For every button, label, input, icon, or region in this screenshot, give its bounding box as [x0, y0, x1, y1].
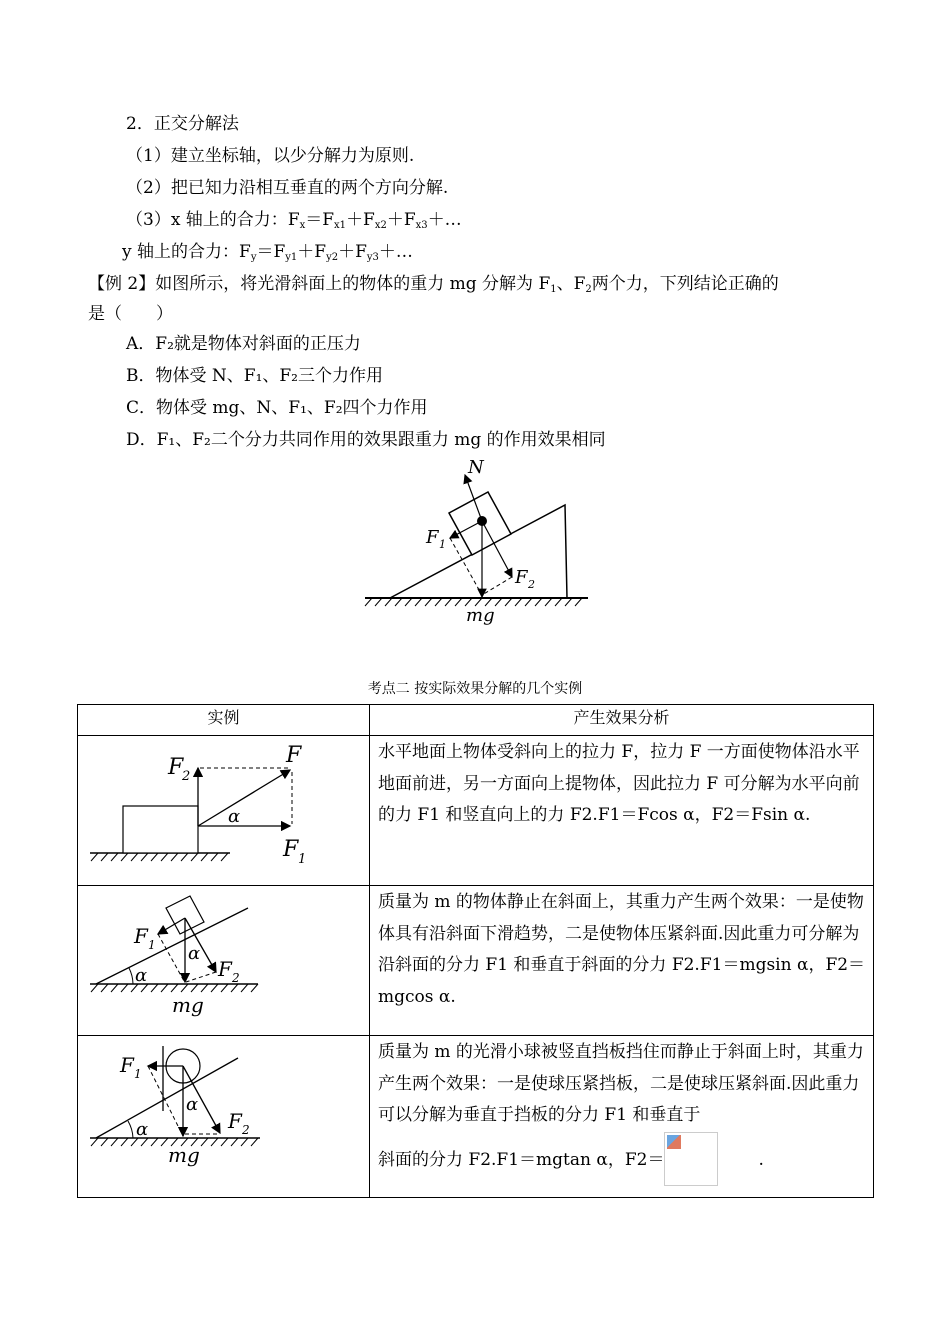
svg-text:mg: mg	[168, 1143, 200, 1167]
svg-text:α: α	[188, 943, 201, 964]
svg-text:2: 2	[528, 578, 535, 591]
examples-table	[77, 704, 874, 1198]
label-f2: F	[515, 567, 528, 588]
svg-text:mg: mg	[172, 993, 204, 1017]
svg-text:F: F	[283, 837, 299, 862]
table-caption: 考点二 按实际效果分解的几个实例	[367, 681, 583, 697]
svg-text:1: 1	[148, 938, 156, 952]
option-a: A．F₂就是物体对斜面的正压力	[126, 334, 361, 354]
label-n: N	[468, 457, 484, 478]
step-1: （1）建立坐标轴，以少分解力为原则.	[126, 146, 415, 166]
svg-text:2: 2	[232, 971, 240, 985]
figure-cell	[78, 1036, 370, 1198]
svg-text:F: F	[168, 755, 184, 780]
header-example: 实例	[78, 705, 370, 736]
svg-text:1: 1	[134, 1067, 142, 1081]
ball-incline-figure	[78, 1036, 368, 1193]
svg-text:1: 1	[439, 538, 446, 551]
example-question: 【例 2】如图所示，将光滑斜面上的物体的重力 mg 分解为 $F_1$、$F_2$两个力，下列结论正确的	[88, 274, 779, 295]
svg-text:F: F	[286, 743, 302, 768]
table-header-row	[78, 705, 874, 736]
svg-text:F: F	[120, 1053, 134, 1077]
label-mg: mg	[466, 605, 495, 626]
step-2: （2）把已知力沿相互垂直的两个方向分解.	[126, 178, 449, 198]
section-heading: 2．正交分解法	[126, 114, 239, 134]
option-c: C．物体受 mg、N、F₁、F₂四个力作用	[126, 398, 428, 418]
incline-block-figure	[78, 886, 368, 1031]
figure-cell	[78, 736, 370, 886]
svg-text:F: F	[218, 957, 232, 981]
svg-text:α: α	[186, 1094, 199, 1115]
svg-text:α: α	[135, 965, 148, 986]
table-row	[78, 886, 874, 1036]
label-f1: F	[426, 527, 439, 548]
broken-image-icon	[664, 1132, 718, 1186]
option-b: B．物体受 N、F₁、F₂三个力作用	[126, 366, 383, 386]
table-row	[78, 1036, 874, 1198]
step-4: y 轴上的合力：$F_y=F_{y1}+F_{y2}+F_{y3}+\dots$	[122, 242, 413, 263]
option-d: D．F₁、F₂二个分力共同作用的效果跟重力 mg 的作用效果相同	[126, 430, 606, 450]
figure-cell	[78, 886, 370, 1036]
svg-text:2: 2	[242, 1123, 250, 1137]
svg-text:2: 2	[182, 769, 191, 784]
svg-text:1: 1	[298, 852, 307, 867]
step-3: （3）x 轴上的合力：$F_x=F_{x1}+F_{x2}+F_{x3}+\dots$	[126, 210, 462, 231]
svg-text:α: α	[136, 1119, 149, 1140]
svg-text:α: α	[228, 806, 241, 827]
pull-force-figure	[78, 736, 368, 881]
svg-text:F: F	[134, 924, 148, 948]
header-analysis: 产生效果分析	[370, 705, 874, 736]
example-figure	[360, 455, 595, 630]
svg-text:F: F	[228, 1109, 242, 1133]
example-question-line2: 是（ ）	[88, 304, 173, 324]
table-row	[78, 736, 874, 886]
analysis-cell: 质量为 m 的光滑小球被竖直挡板挡住而静止于斜面上时，其重力产生两个效果：一是使球压紧挡板，二是使球压紧斜面.因此重力可以分解为垂直于挡板的分力 F1 和垂直于 斜面的分力 F2.F1＝mgtan α，F2＝ .	[370, 1036, 874, 1198]
analysis-cell: 水平地面上物体受斜向上的拉力 F，拉力 F 一方面使物体沿水平地面前进，另一方面向上提物体，因此拉力 F 可分解为水平向前的力 F1 和竖直向上的力 F2.F1＝Fcos α，F2＝Fsin α.	[370, 736, 874, 886]
example-label: 【例 2】	[88, 274, 156, 294]
analysis-cell: 质量为 m 的物体静止在斜面上，其重力产生两个效果：一是使物体具有沿斜面下滑趋势，二是使物体压紧斜面.因此重力可分解为沿斜面的分力 F1 和垂直于斜面的分力 F2.F1＝mgsin α，F2＝mgcos α.	[370, 886, 874, 1036]
